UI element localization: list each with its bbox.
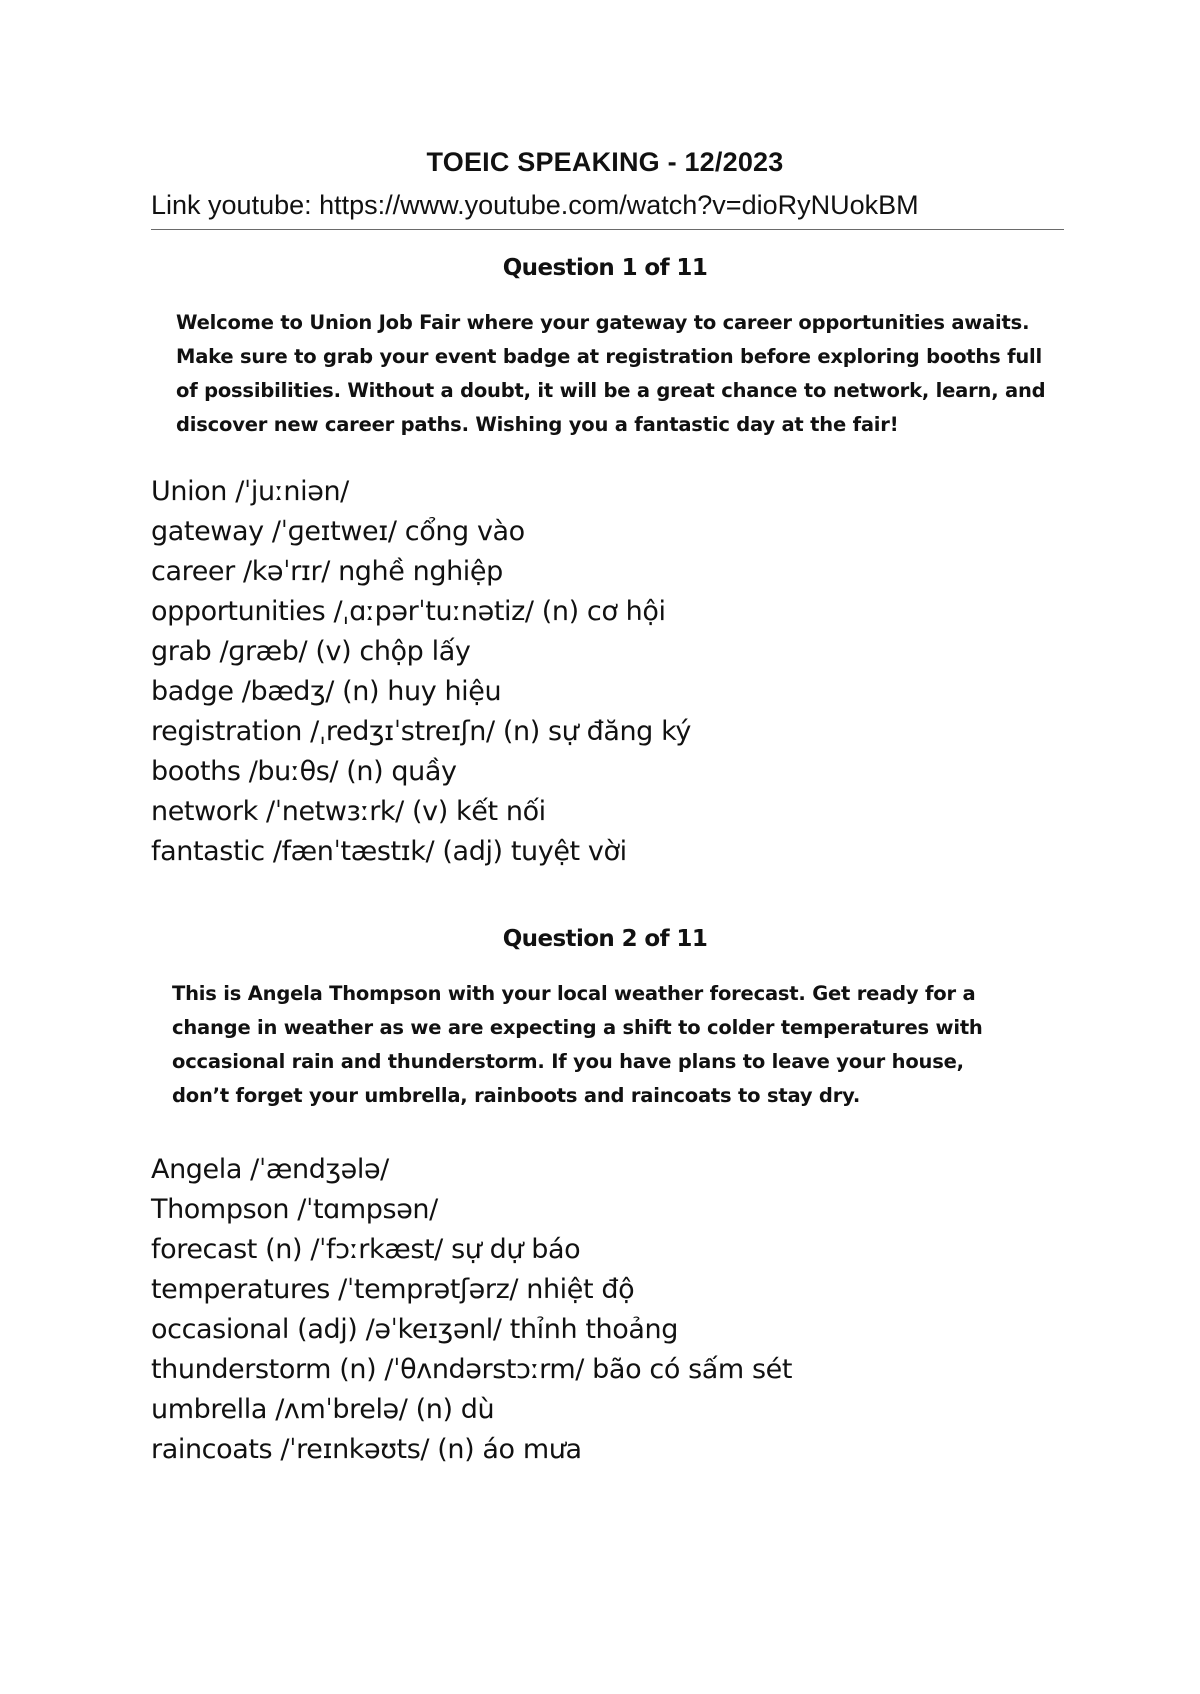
passage-line: occasional rain and thunderstorm. If you have plans to leave your house, (172, 1050, 964, 1073)
vocab-item: raincoats /ˈreɪnkəʊts/ (n) áo mưa (151, 1434, 582, 1465)
vocab-item: registration /ˌredʒɪˈstreɪʃn/ (n) sự đăng ký (151, 716, 691, 747)
header-divider (151, 229, 1064, 230)
vocab-item: gateway /ˈɡeɪtweɪ/ cổng vào (151, 516, 525, 547)
question-1-heading: Question 1 of 11 (502, 255, 708, 281)
question-1-vocabulary-list (151, 472, 691, 872)
vocab-item: temperatures /ˈtemprətʃərz/ nhiệt độ (151, 1274, 635, 1305)
vocab-item: Union /ˈjuːniən/ (151, 476, 349, 507)
vocab-item: grab /ɡræb/ (v) chộp lấy (151, 636, 471, 667)
vocab-item: umbrella /ʌmˈbrelə/ (n) dù (151, 1394, 495, 1425)
passage-line: This is Angela Thompson with your local weather forecast. Get ready for a (172, 982, 976, 1005)
question-2-heading: Question 2 of 11 (502, 926, 708, 952)
vocab-item: badge /bædʒ/ (n) huy hiệu (151, 676, 502, 707)
passage-line: of possibilities. Without a doubt, it will be a great chance to network, learn, and (176, 379, 1046, 402)
vocab-item: Thompson /ˈtɑmpsən/ (151, 1194, 438, 1225)
question-2-passage (172, 977, 983, 1113)
passage-line: change in weather as we are expecting a shift to colder temperatures with (172, 1016, 983, 1039)
passage-line: Welcome to Union Job Fair where your gateway to career opportunities awaits. (176, 311, 1030, 334)
passage-line: Make sure to grab your event badge at registration before exploring booths full (176, 345, 1043, 368)
vocab-item: thunderstorm (n) /ˈθʌndərstɔːrm/ bão có sấm sét (151, 1354, 793, 1385)
vocab-item: fantastic /fænˈtæstɪk/ (adj) tuyệt vời (151, 836, 627, 867)
document-title: TOEIC SPEAKING - 12/2023 (426, 147, 784, 177)
vocab-item: occasional (adj) /əˈkeɪʒənl/ thỉnh thoảng (151, 1314, 678, 1345)
passage-line: don’t forget your umbrella, rainboots and raincoats to stay dry. (172, 1084, 861, 1107)
vocab-item: network /ˈnetwɜːrk/ (v) kết nối (151, 796, 546, 827)
vocab-item: opportunities /ˌɑːpərˈtuːnətiz/ (n) cơ hội (151, 596, 666, 627)
vocab-item: forecast (n) /ˈfɔːrkæst/ sự dự báo (151, 1234, 581, 1265)
question-1-passage (176, 306, 1045, 442)
vocab-item: career /kəˈrɪr/ nghề nghiệp (151, 556, 503, 587)
vocab-item: booths /buːθs/ (n) quầy (151, 756, 457, 787)
youtube-link[interactable]: Link youtube: https://www.youtube.com/watch?v=dioRyNUokBM (151, 190, 919, 220)
passage-line: discover new career paths. Wishing you a fantastic day at the fair! (176, 413, 899, 436)
question-2-vocabulary-list (151, 1150, 792, 1470)
vocab-item: Angela /ˈændʒələ/ (151, 1154, 389, 1185)
